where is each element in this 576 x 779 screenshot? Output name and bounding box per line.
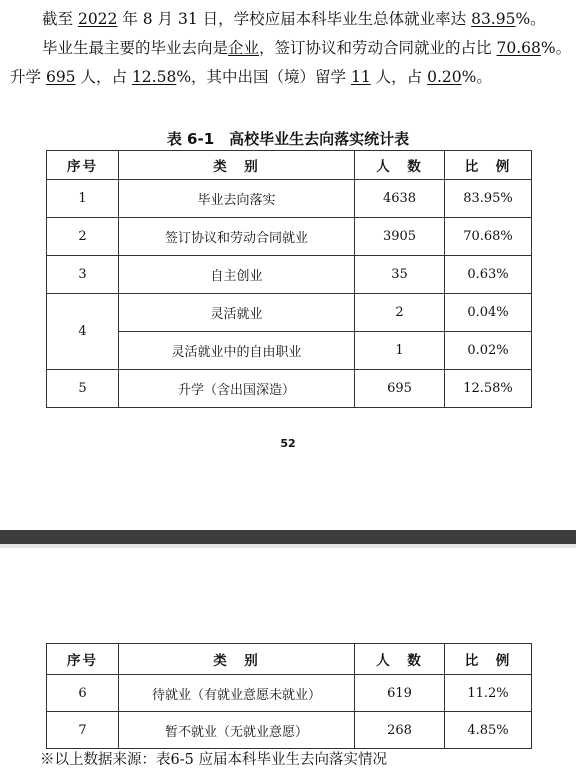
row-category: 毕业去向落实 xyxy=(119,180,355,218)
row-no: 1 xyxy=(47,180,119,218)
row-category: 签订协议和劳动合同就业 xyxy=(119,218,355,256)
row-ratio: 83.95% xyxy=(445,180,532,218)
row-no: 3 xyxy=(47,256,119,294)
page-gap-edge xyxy=(0,544,576,548)
text: %。 xyxy=(515,10,546,28)
row-ratio: 0.63% xyxy=(445,256,532,294)
destination-value: 企业 xyxy=(228,39,260,57)
row-category: 暂不就业（无就业意愿） xyxy=(119,712,355,749)
employment-rate-value: 83.95 xyxy=(471,10,516,28)
header-category: 类 别 xyxy=(119,151,355,180)
further-study-count: 695 xyxy=(45,68,76,86)
text: 人，占 xyxy=(375,68,423,86)
header-category: 类 别 xyxy=(119,644,355,675)
header-count: 人 数 xyxy=(355,644,445,675)
contract-rate-value: 70.68 xyxy=(496,39,541,57)
table-header-row xyxy=(47,644,532,675)
table-row xyxy=(47,712,532,749)
header-ratio: 比 例 xyxy=(445,151,532,180)
row-category: 灵活就业 xyxy=(119,294,355,332)
text: %。 xyxy=(461,68,492,86)
text: 人，占 xyxy=(80,68,127,86)
text: ，签订协议和劳动合同就业的占比 xyxy=(259,39,492,57)
row-count: 1 xyxy=(355,332,445,370)
row-ratio: 0.04% xyxy=(445,294,532,332)
row-count: 3905 xyxy=(355,218,445,256)
text: 截至 xyxy=(42,10,74,28)
table-row xyxy=(47,218,532,256)
table-row xyxy=(47,256,532,294)
text: %，其中出国（境）留学 xyxy=(176,68,347,86)
row-category: 自主创业 xyxy=(119,256,355,294)
table-header-row xyxy=(47,151,532,180)
text: 毕业生最主要的毕业去向是 xyxy=(42,39,229,57)
row-no: 2 xyxy=(47,218,119,256)
text: 升学 xyxy=(10,68,42,86)
row-ratio: 11.2% xyxy=(445,675,532,712)
row-no: 5 xyxy=(47,370,119,408)
text: 年 8 月 31 日，学校应届本科毕业生总体就业率达 xyxy=(122,10,467,28)
row-count: 35 xyxy=(355,256,445,294)
row-ratio: 12.58% xyxy=(445,370,532,408)
header-no: 序号 xyxy=(47,644,119,675)
row-category: 灵活就业中的自由职业 xyxy=(119,332,355,370)
row-no: 7 xyxy=(47,712,119,749)
row-ratio: 4.85% xyxy=(445,712,532,749)
table-row xyxy=(47,180,532,218)
row-count: 4638 xyxy=(355,180,445,218)
graduate-destination-table xyxy=(46,150,532,408)
row-no: 4 xyxy=(47,294,119,370)
abroad-count: 11 xyxy=(350,68,371,86)
row-ratio: 70.68% xyxy=(445,218,532,256)
row-category: 升学（含出国深造） xyxy=(119,370,355,408)
graduate-destination-table-continued xyxy=(46,643,532,749)
row-count: 2 xyxy=(355,294,445,332)
table-row xyxy=(47,294,532,332)
further-study-pct: 12.58 xyxy=(131,68,177,86)
row-count: 619 xyxy=(355,675,445,712)
table-row xyxy=(47,675,532,712)
data-source-note: ※以上数据来源：表6-5 应届本科毕业生去向落实情况 xyxy=(40,752,387,768)
header-count: 人 数 xyxy=(355,151,445,180)
row-no: 6 xyxy=(47,675,119,712)
table-row xyxy=(47,370,532,408)
row-category: 待就业（有就业意愿未就业） xyxy=(119,675,355,712)
abroad-pct: 0.20 xyxy=(427,68,462,86)
intro-line-1 xyxy=(42,8,546,30)
table-row xyxy=(47,332,532,370)
table-title: 表 6-1 高校毕业生去向落实统计表 xyxy=(166,130,410,148)
text: %。 xyxy=(540,39,572,57)
header-ratio: 比 例 xyxy=(445,644,532,675)
year-value: 2022 xyxy=(77,10,118,28)
row-count: 268 xyxy=(355,712,445,749)
header-no: 序号 xyxy=(47,151,119,180)
page-number: 52 xyxy=(280,437,296,450)
row-count: 695 xyxy=(355,370,445,408)
page-gap xyxy=(0,530,576,544)
intro-line-2 xyxy=(42,37,571,59)
intro-line-3 xyxy=(10,66,492,88)
row-ratio: 0.02% xyxy=(445,332,532,370)
